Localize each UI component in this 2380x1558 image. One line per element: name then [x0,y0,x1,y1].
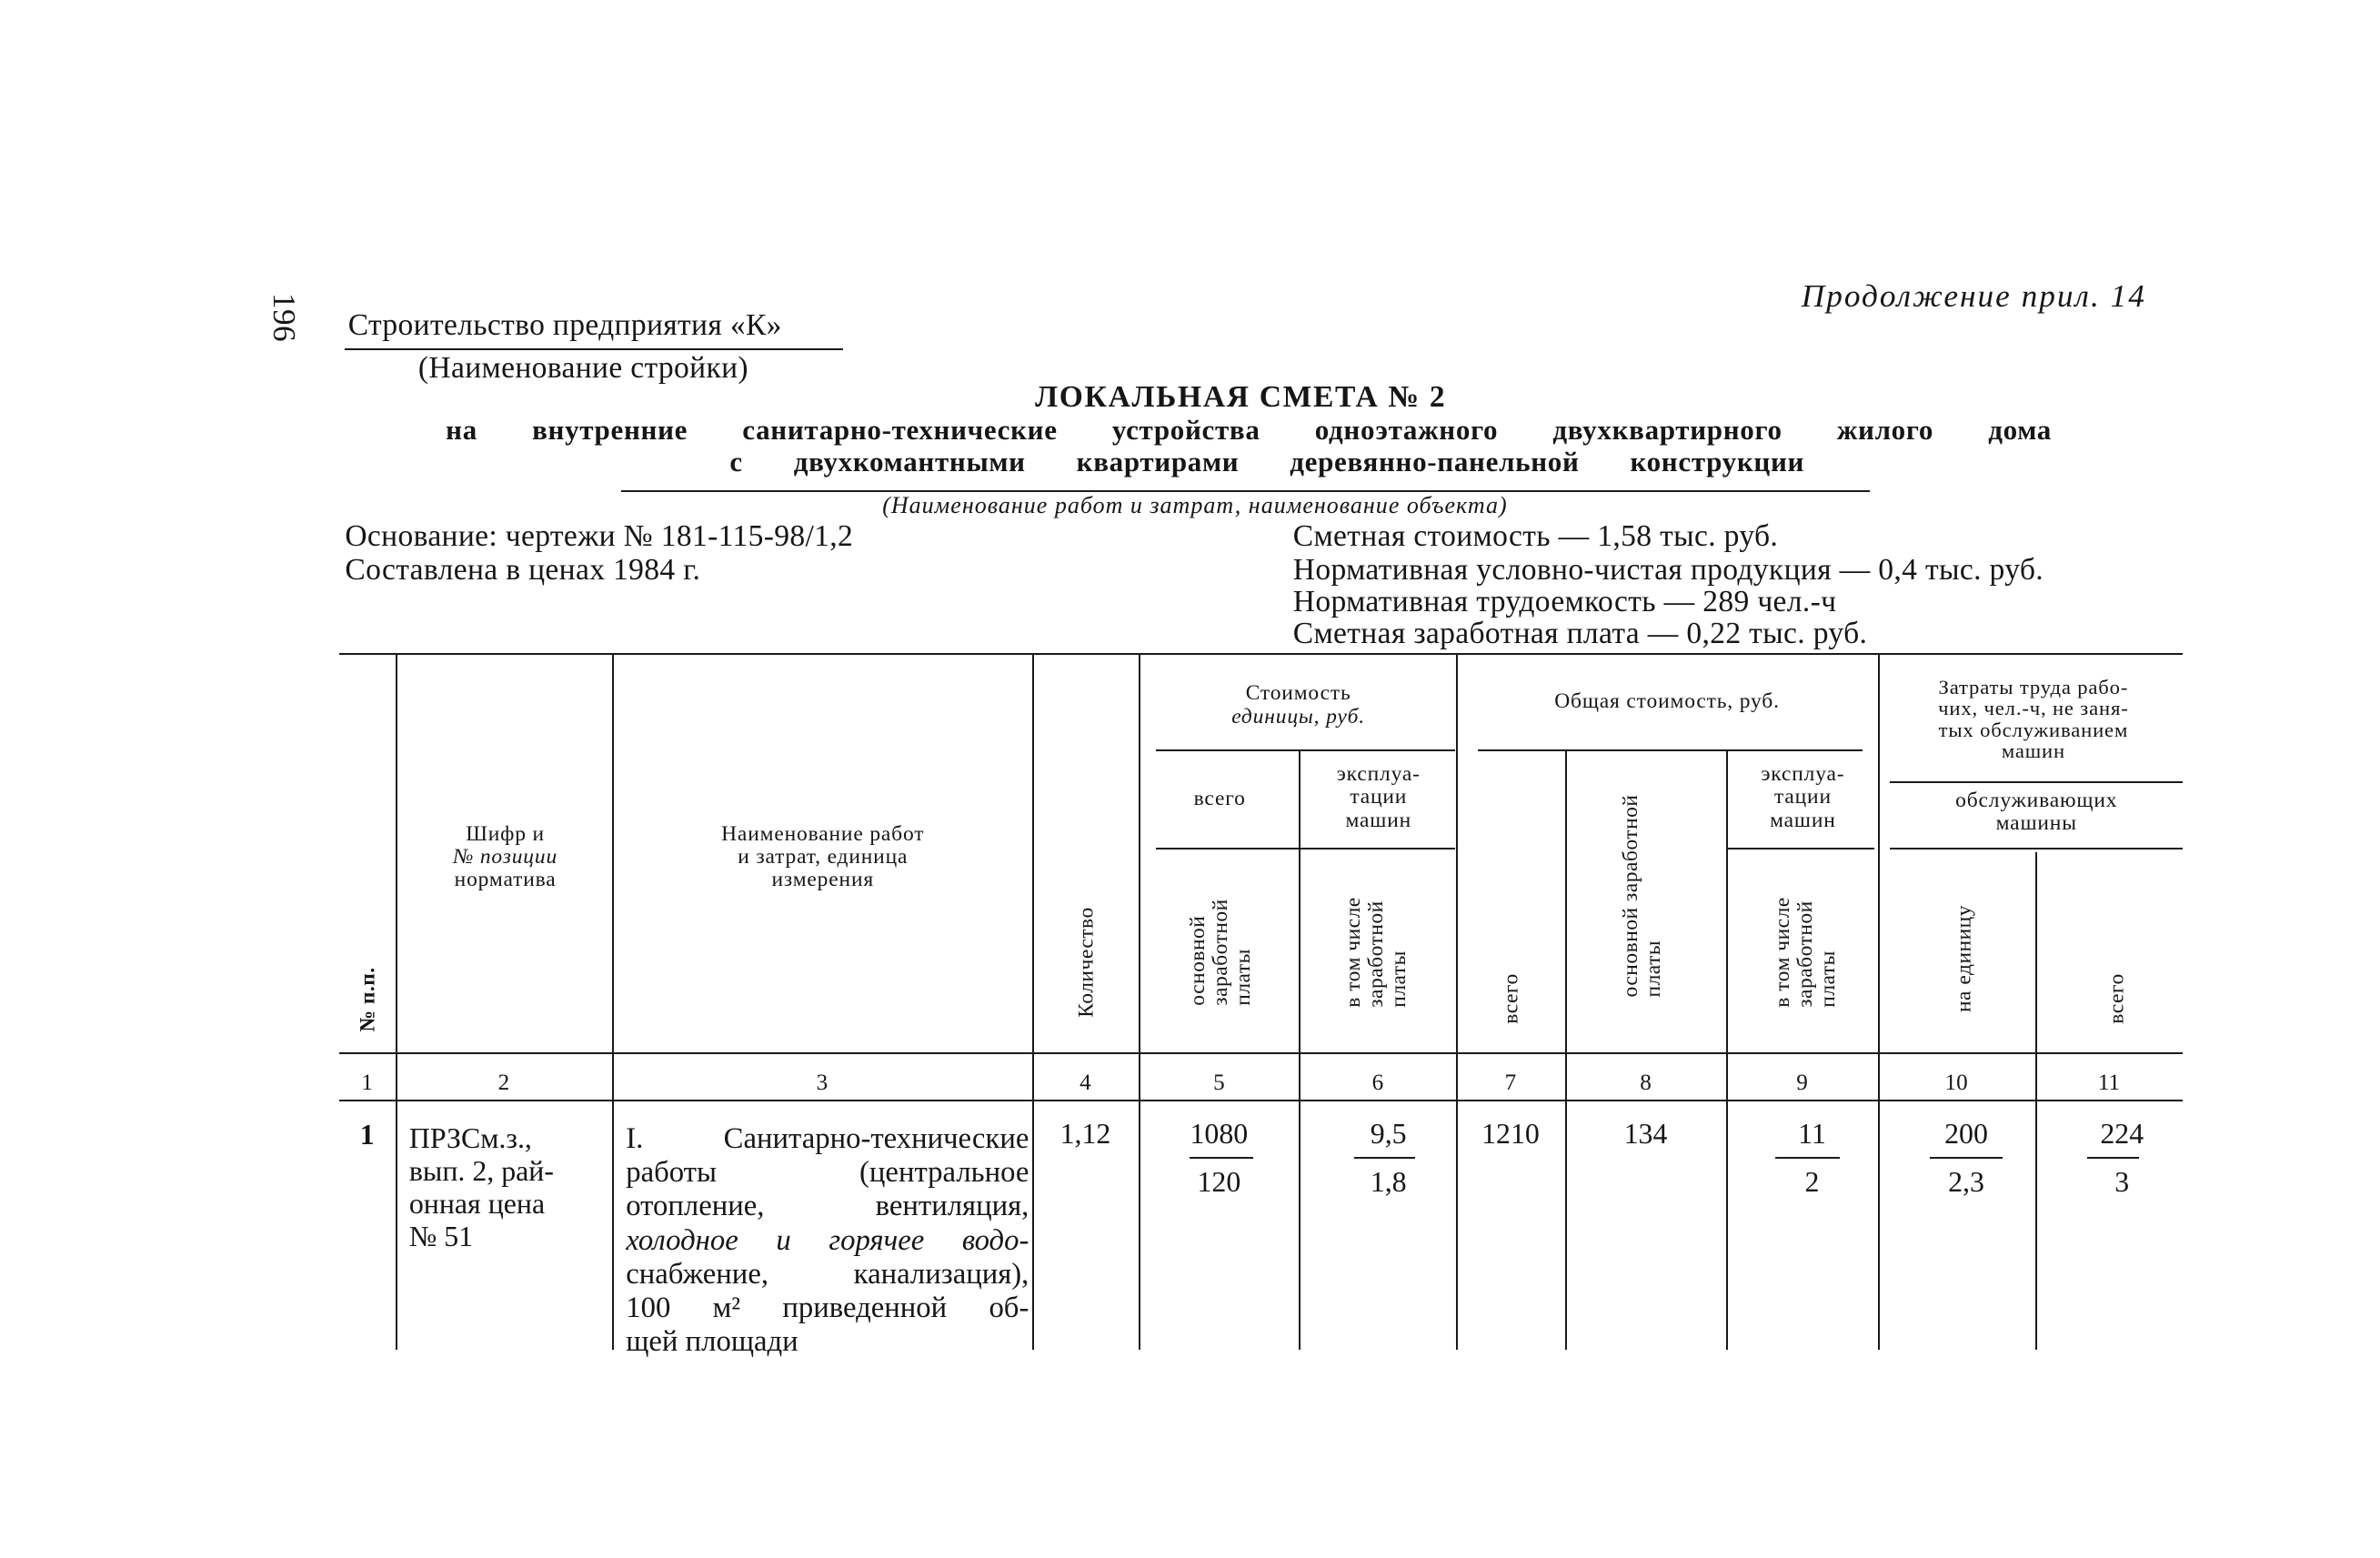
row-number: 1 [359,1119,375,1151]
construction-caption: (Наименование стройки) [417,351,748,386]
row-col11-bottom: 3 [2114,1166,2130,1199]
construction-underline [345,348,842,350]
row-col5-top: 1080 [1190,1117,1249,1150]
col-sep-5 [1299,749,1300,1350]
basis-line-1: Основание: чертежи № 181-115-98/1,2 [345,518,854,553]
header-unit-total: всего [1193,787,1246,811]
estimate-caption: (Наименование работ и затрат, наименование объекта) [882,491,1508,518]
col-sep-3 [1032,653,1034,1349]
row-col10-top: 200 [1944,1117,1988,1150]
row-col5-fraction [1190,1157,1254,1159]
colnum-bottom-line [339,1100,2184,1101]
row-col11-fraction [2087,1157,2139,1159]
header-col9: в том числе заработной платы [1771,897,1841,1009]
header-col8: основной заработной платы [1619,794,1666,998]
colnum-3: 3 [816,1070,828,1095]
row-col5-bottom: 120 [1197,1166,1241,1199]
col-sep-4 [1139,653,1140,1349]
colnum-6: 6 [1371,1070,1384,1095]
row-col10-bottom: 2,3 [1948,1166,1984,1199]
basis-line-2: Составлена в ценах 1984 г. [345,552,701,587]
colnum-4: 4 [1080,1070,1091,1095]
summary-line-4: Сметная заработная плата — 0,22 тыс. руб. [1292,617,1868,651]
summary-line-2: Нормативная условно-чистая продукция — 0,4 тыс. руб. [1292,552,2044,587]
table-top-line [339,653,2184,655]
row-col9-bottom: 2 [1804,1166,1820,1199]
serving-divider [1890,848,2183,849]
colnum-2: 2 [497,1070,510,1095]
col-sep-1 [396,653,397,1349]
header-total-machines: эксплуа- тации машин [1761,762,1845,832]
total-mach-subdivider [1728,848,1874,849]
header-total-cost: Общая стоимость, руб. [1554,689,1780,713]
estimate-title: ЛОКАЛЬНАЯ СМЕТА № 2 [1035,379,1447,414]
estimate-subtitle-1: на внутренние санитарно-технические устройства одноэтажного двухквартирного жилого дома [446,413,2053,446]
header-shifr: Шифр и № позиции норматива [453,821,558,892]
summary-line-1: Сметная стоимость — 1,58 тыс. руб. [1292,518,1779,553]
row-col10-fraction [1930,1157,2003,1159]
row-col11-top: 224 [2100,1117,2144,1150]
header-labor: Затраты труда рабо- чих, чел.-ч, не заня- тых обслуживанием машин [1938,675,2129,763]
col-sep-2 [612,653,614,1349]
colnum-1: 1 [361,1070,373,1095]
header-row-number: № п.п. [355,967,379,1033]
page-number: 196 [266,293,303,342]
row-col7: 1210 [1481,1117,1540,1150]
header-quantity: Количество [1074,906,1099,1018]
summary-line-3: Нормативная трудоемкость — 289 чел.-ч [1292,584,1837,618]
colnum-11: 11 [2097,1070,2121,1095]
header-col11: всего [2104,973,2129,1024]
continuation-note: Продолжение прил. 14 [1801,277,2146,314]
colnum-8: 8 [1640,1070,1652,1095]
row-quantity: 1,12 [1059,1117,1111,1150]
unit-cost-subdivider [1156,848,1455,849]
row-col6-bottom: 1,8 [1370,1166,1407,1199]
col-sep-6 [1456,653,1458,1349]
construction-name: Строительство предприятия «К» [347,308,782,343]
header-col7: всего [1499,973,1523,1024]
colnum-5: 5 [1213,1070,1225,1095]
colnum-9: 9 [1796,1070,1808,1095]
colnum-7: 7 [1504,1070,1517,1095]
header-serving: обслуживающих машины [1955,788,2118,835]
header-work-name: Наименование работ и затрат, единица измерения [721,821,925,892]
header-unit-machines: эксплуа- тации машин [1336,762,1421,832]
col-sep-8 [1726,749,1728,1350]
col-sep-10 [2035,852,2037,1350]
header-col6: в том числе заработной платы [1341,897,1411,1009]
col-sep-7 [1565,749,1567,1350]
colnum-10: 10 [1944,1070,1968,1095]
labor-divider [1890,781,2183,783]
header-col5: основной заработной платы [1186,899,1256,1007]
row-col6-top: 9,5 [1370,1117,1407,1150]
header-bottom-line [339,1052,2184,1054]
row-col6-fraction [1354,1157,1415,1159]
row-col8: 134 [1623,1117,1668,1150]
estimate-subtitle-2: с двухкомантными квартирами деревянно-панельной конструкции [729,446,1805,478]
unit-cost-divider [1156,749,1455,751]
total-cost-divider [1478,749,1863,751]
col-sep-9 [1878,653,1880,1349]
row-col9-top: 11 [1798,1117,1826,1150]
row-col9-fraction [1775,1157,1840,1159]
header-col10: на единицу [1952,905,1976,1013]
header-unit-cost: Стоимость единицы, руб. [1231,681,1366,729]
row-work-name: I. Санитарно-технические работы (центральное отопление, вентиляция, холодное и горячее водо- снабжение, канализация), 100 м² приведенной об- щей площади [626,1121,1029,1359]
row-shifr: ПРЗСм.з., вып. 2, рай- онная цена № 51 [408,1121,554,1253]
